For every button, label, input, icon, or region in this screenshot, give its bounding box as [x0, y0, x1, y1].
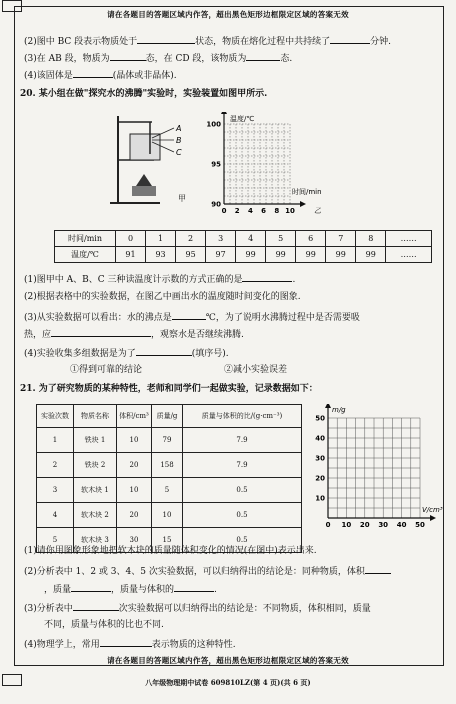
answer-blank[interactable]	[137, 34, 195, 44]
q21-part2: (2)分析表中 1、2 或 3、4、5 次实验数据，可以归纳得出的结论是：同种物质，体积	[24, 564, 391, 578]
q20-part1: (1)图甲中 A、B、C 三种读温度计示数的方式正确的是 .	[24, 272, 295, 286]
fig-jia-label: 甲	[178, 194, 186, 203]
table-head: 体积/cm³	[117, 405, 152, 428]
table-cell: 79	[152, 428, 183, 453]
q20-part3-cont: 热，应 ，观察水是否继续沸腾.	[24, 327, 244, 341]
table-cell: 4	[236, 231, 266, 247]
table-cell: 7	[326, 231, 356, 247]
table-cell: 158	[152, 453, 183, 478]
x-tick-label: 0	[325, 521, 331, 529]
temperature-time-graph[interactable]	[200, 112, 340, 216]
table-cell: 10	[117, 428, 152, 453]
x-tick-label: 50	[415, 521, 425, 529]
x-tick-label: 4	[247, 207, 253, 215]
q20-part3: (3)从实验数据可以看出：水的沸点是 ℃，为了说明水沸腾过程中是否需要吸	[24, 310, 360, 324]
answer-blank[interactable]	[330, 34, 370, 44]
table-cell: 99	[236, 247, 266, 263]
y-tick-label: 50	[315, 414, 325, 423]
table-cell: 5	[152, 478, 183, 503]
q21-part3-cont: 不同，质量与体积的比也不同.	[44, 620, 164, 630]
table-cell: 95	[176, 247, 206, 263]
table-cell: 5	[37, 528, 74, 553]
table-cell: ……	[386, 231, 432, 247]
table-cell: 铁块 1	[74, 428, 117, 453]
table-cell: 10	[152, 503, 183, 528]
q21-part1: (1)请你用图象形象地把软木块的质量随体积变化的情况(在图中)表示出来.	[24, 546, 317, 556]
x-axis-title: V/cm³	[422, 506, 443, 514]
table-row	[37, 503, 302, 528]
x-tick-label: 8	[274, 207, 280, 215]
table-head: 时间/min	[55, 231, 116, 247]
q20-option-2: ②减小实验误差	[224, 365, 288, 375]
table-cell: 1	[146, 231, 176, 247]
table-head: 实验次数	[37, 405, 74, 428]
y-axis-arrow	[325, 404, 331, 408]
table-cell: 0.5	[183, 478, 302, 503]
table-cell: 3	[206, 231, 236, 247]
y-tick-label: 90	[211, 200, 221, 209]
table-head: 温度/℃	[55, 247, 116, 263]
x-axis-arrow	[430, 515, 436, 521]
table-row	[37, 453, 302, 478]
q21-part2-cont: ，质量 ，质量与体积的 .	[44, 582, 217, 596]
x-axis-title: 时间/min	[292, 188, 322, 196]
table-cell: 5	[266, 231, 296, 247]
table-cell: 15	[152, 528, 183, 553]
q20-data-table	[54, 230, 432, 263]
x-tick-label: 10	[285, 207, 295, 215]
graph-figure-label: 乙	[314, 207, 321, 215]
table-head: 质量与体积的比/(g·cm⁻³)	[183, 405, 302, 428]
table-cell: 10	[117, 478, 152, 503]
q20-part2: (2)根据表格中的实验数据，在图乙中画出水的温度随时间变化的图象.	[24, 292, 301, 302]
answer-blank[interactable]	[136, 346, 192, 356]
y-tick-label: 40	[315, 434, 325, 443]
table-cell: 8	[356, 231, 386, 247]
table-row-temperature	[55, 247, 432, 263]
table-cell: 软木块 2	[74, 503, 117, 528]
apparatus-figure	[90, 108, 210, 208]
x-tick-label: 30	[378, 521, 389, 529]
table-head: 质量/g	[152, 405, 183, 428]
answer-blank[interactable]	[100, 637, 152, 647]
y-tick-label: 100	[206, 120, 221, 129]
q21-part4: (4)物理学上，常用 表示物质的这种特性.	[24, 637, 236, 651]
table-cell: 20	[117, 503, 152, 528]
table-cell: 铁块 2	[74, 453, 117, 478]
answer-blank[interactable]	[71, 582, 111, 592]
q21-title: 21. 为了研究物质的某种特性，老师和同学们一起做实验，记录数据如下：	[20, 384, 318, 394]
y-tick-label: 95	[211, 160, 221, 169]
table-cell: 1	[37, 428, 74, 453]
table-cell: 软木块 1	[74, 478, 117, 503]
q21-part3: (3)分析表中 次实验数据可以归纳得出的结论是：不同物质，体积相同，质量	[24, 601, 371, 615]
q21-data-table	[36, 404, 302, 553]
x-axis-arrow	[300, 201, 306, 207]
table-row	[37, 428, 302, 453]
page-footer: 八年级物理期中试卷 609810LZ(第 4 页)(共 6 页)	[145, 678, 311, 687]
fig-label-c: C	[176, 148, 182, 157]
answer-blank[interactable]	[51, 327, 151, 337]
q19-part4: (4)该固体是 (晶体或非晶体).	[24, 68, 177, 82]
table-cell: 0.5	[183, 528, 302, 553]
answer-blank[interactable]	[110, 51, 146, 61]
table-cell: 93	[146, 247, 176, 263]
table-cell: 99	[356, 247, 386, 263]
y-axis-title: m/g	[332, 406, 346, 414]
answer-blank[interactable]	[73, 601, 119, 611]
x-tick-label: 40	[396, 521, 407, 529]
x-tick-label: 2	[234, 207, 240, 215]
answer-blank[interactable]	[73, 68, 113, 78]
table-head: 物质名称	[74, 405, 117, 428]
x-tick-label: 10	[341, 521, 352, 529]
table-cell: 软木块 3	[74, 528, 117, 553]
table-cell: 0.5	[183, 503, 302, 528]
q19-part2: (2)图中 BC 段表示物质处于 状态，物质在熔化过程中共持续了 分钟.	[24, 34, 391, 48]
table-cell: 97	[206, 247, 236, 263]
table-cell: 30	[117, 528, 152, 553]
bottom-note: 请在各题目的答题区域内作答，超出黑色矩形边框限定区域的答案无效	[107, 656, 349, 665]
answer-blank[interactable]	[365, 564, 391, 574]
answer-blank[interactable]	[172, 310, 206, 320]
y-axis-arrow	[221, 112, 227, 114]
table-cell: 2	[37, 453, 74, 478]
table-cell: 7.9	[183, 428, 302, 453]
x-tick-label: 20	[359, 521, 370, 529]
y-axis-title: 温度/℃	[230, 115, 255, 123]
y-tick-label: 10	[315, 494, 325, 503]
table-row	[37, 478, 302, 503]
y-tick-label: 20	[315, 474, 325, 483]
table-cell: 99	[296, 247, 326, 263]
fig-label-a: A	[176, 124, 182, 133]
q20-part4: (4)实验收集多组数据是为了 (填序号).	[24, 346, 229, 360]
table-cell: 4	[37, 503, 74, 528]
mass-volume-graph[interactable]	[306, 404, 446, 534]
q20-option-1: ①得到可靠的结论	[70, 365, 143, 375]
table-cell: 0	[116, 231, 146, 247]
table-cell: 3	[37, 478, 74, 503]
answer-blank[interactable]	[174, 582, 214, 592]
table-cell: 99	[326, 247, 356, 263]
q20-title: 20. 某小组在做"探究水的沸腾"实验时，实验装置如图甲所示.	[20, 89, 268, 99]
x-tick-label: 6	[261, 207, 267, 215]
table-cell: 91	[116, 247, 146, 263]
x-tick-label: 0	[221, 207, 227, 215]
answer-blank[interactable]	[246, 51, 280, 61]
table-cell: 7.9	[183, 453, 302, 478]
q19-part3: (3)在 AB 段，物质为 态，在 CD 段，该物质为 态.	[24, 51, 292, 65]
fig-label-b: B	[176, 136, 182, 145]
answer-blank[interactable]	[242, 272, 292, 282]
table-row-time	[55, 231, 432, 247]
table-cell: 6	[296, 231, 326, 247]
y-tick-label: 30	[315, 454, 325, 463]
table-header-row	[37, 405, 302, 428]
table-cell: ……	[386, 247, 432, 263]
table-cell: 2	[176, 231, 206, 247]
header-note: 请在各题目的答题区域内作答，超出黑色矩形边框限定区域的答案无效	[107, 10, 349, 19]
table-cell: 20	[117, 453, 152, 478]
table-cell: 99	[266, 247, 296, 263]
